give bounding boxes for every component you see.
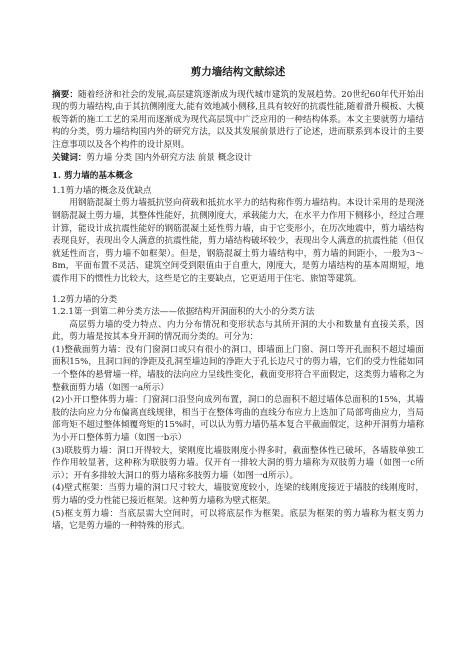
list-item: (3)联肢剪力墙：洞口开得较大，梁刚度比墙肢刚度小得多时，截面整体性已破坏，各墙肢单独工作作用较显著，这种称为联肢剪力墙。仅开有一排较大洞的剪力墙称为双肢剪力墙（如图一c所示）；开有多排较大洞口的剪力墙称多肢剪力墙（如图一d所示）。: [52, 445, 424, 481]
list-item: (5)框支剪力墙：当底层需大空间时，可以将底层作为框架。底层为框架的剪力墙称为框支剪力墙，它是剪力墙的一种特殊的形式。: [52, 508, 424, 532]
section-1-2-heading: 1.2剪力墙的分类: [52, 294, 118, 305]
list-item: (2)小开口整体剪力墙：门窗洞口沿竖向成列布置，洞口的总面积不超过墙体总面积的15%，其墙肢的法向应力分布偏离直线规律，相当于在整体弯曲的直线分布应力上迭加了局部弯曲应力，当局部弯矩不超过整体倾覆弯矩的15%时，可以认为剪力墙仍基本复合平截面假定，这种开洞剪力墙称为小开口整体剪力墙（如图一b示）: [52, 395, 424, 444]
abstract-label: 摘要：: [52, 89, 79, 100]
section-1-1-paragraph: 用钢筋混凝土剪力墙抵抗竖向荷载和抵抗水平力的结构称作剪力墙结构。本设计采用的是现浇钢筋混凝土剪力墙，其整体性能好，抗侧刚度大，承载能力大，在水平力作用下侧移小，经过合理计算，能设计成抗震性能好的钢筋混凝土延性剪力墙，由于它变形小，在历次地震中，剪力墙结构表现良好，表现出令人满意的抗震性能，剪力墙结构破坏较少，表现出令人满意的抗震性能（但仅就延性而言，剪力墙不如框架）。但是，钢筋混凝土剪力墙结构中，剪力墙的间距小，一般为3～8m，平面布置不灵活、建筑空间受到限值由于自重大，刚度大，是剪力墙结构的基本周期短，地震作用下的惯性力比较大，这些是它的主要缺点，它更适用于住宅、旅馆等建筑。: [52, 198, 424, 284]
keywords: [52, 152, 424, 165]
section-1-1-heading: 1.1剪力墙的概念及优缺点: [52, 185, 152, 196]
section-1-2-1-heading: 1.2.1第一到第二种分类方法——依据结构开洞面积的大小的分类方法: [52, 307, 315, 318]
keywords-text: 剪力墙 分类 国内外研究方法 前景 概念设计: [86, 152, 253, 163]
abstract: [52, 89, 424, 152]
document-title: 剪力墙结构文献综述: [190, 66, 286, 78]
abstract-text: 随着经济和社会的发展,高层建筑逐渐成为现代城市建筑的发展趋势。20世纪60年代开始出现的剪力墙结构,由于其抗侧刚度大,能有效地减小侧移,且具有较好的抗震性能,随着滑升模板、大模板等新的施工工艺的采用而逐渐成为现代高层筑中广泛应用的一种结构体系。本文主要就剪力墙结构的分类，剪力墙结构国内外的研究方法，以及其发展前景进行了论述，进而联系到本设计的主要注意事项以及各个构件的设计原则。: [52, 89, 424, 150]
keywords-label: 关键词：: [52, 152, 87, 163]
section-1-heading: 1. 剪力墙的基本概念: [52, 171, 133, 182]
list-item: (4)壁式框架：当剪力墙的洞口尺寸较大，墙肢宽度较小，连梁的线刚度接近于墙肢的线刚度时，剪力墙的受力性能已接近框架。这种剪力墙称为壁式框架。: [52, 483, 424, 506]
section-1-2-1-intro: 高层剪力墙的受力特点、内力分布情况和变形状态与其所开洞的大小和数量有直接关系，因此，剪力墙是按其本身开洞的情况而分类的。可分为：: [52, 319, 424, 343]
list-item: (1)整截面剪力墙：没有门窗洞口或只有很小的洞口，即墙面上门窗、洞口等开孔面积不超过墙面面积15%，且洞口间的净距及孔洞至墙边间的净距大于孔长边尺寸的剪力墙，它们的受力性能如同一个整体的悬臂墙一样，墙肢的法向应力呈线性变化，截面变形符合平面假定，这类剪力墙称之为整截面剪力墙（如图一a所示）: [52, 344, 424, 393]
